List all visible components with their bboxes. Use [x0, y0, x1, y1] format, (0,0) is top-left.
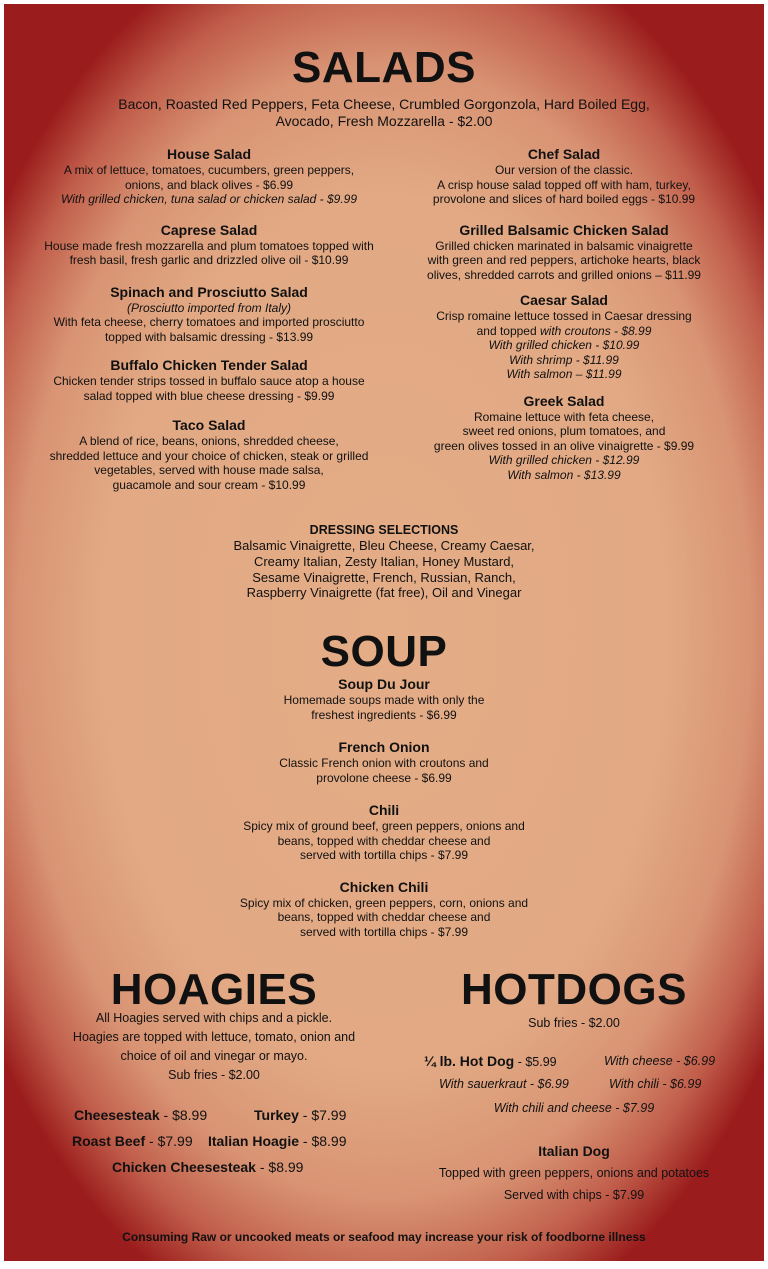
soup-title: SOUP: [320, 627, 448, 676]
menu-item: Chicken Chili Spicy mix of chicken, green peppers, corn, onions and beans, topped with cheddar cheese and served with tortilla chips - $7.99: [239, 878, 529, 939]
hotdog-option: With cheese - $6.99: [604, 1054, 716, 1068]
menu-item: Spinach and Prosciutto Salad (Prosciutto imported from Italy) With feta cheese, cherry tomatoes and imported prosciutto topped with balsamic dressing - $13.99: [53, 283, 365, 344]
hotdogs-subfries: Sub fries - $2.00: [528, 1016, 620, 1030]
salads-addons: Bacon, Roasted Red Peppers, Feta Cheese, Crumbled Gorgonzola, Hard Boiled Egg, Avocado, Fresh Mozzarella - $2.00: [118, 96, 650, 129]
menu-item: Buffalo Chicken Tender Salad Chicken tender strips tossed in buffalo sauce atop a house salad topped with blue cheese dressing - $9.99: [53, 357, 365, 403]
salads-left-column: [24, 146, 394, 492]
hoagies-title: HOAGIES: [110, 965, 318, 1014]
footer-warning: Consuming Raw or uncooked meats or seafood may increase your risk of foodborne illness: [122, 1230, 646, 1244]
menu-item: Cheesesteak - $8.99: [74, 1107, 208, 1123]
hotdog-option: With chili - $6.99: [609, 1077, 702, 1091]
menu-item: Taco Salad A blend of rice, beans, onions, shredded cheese, shredded lettuce and your choice of chicken, steak or grilled vegetables, served with house made salsa, guacamole and sour cream - $10.99: [49, 417, 369, 492]
menu-item: Italian Dog Topped with green peppers, onions and potatoes Served with chips - $7.99: [438, 1143, 710, 1202]
hotdog-option: With sauerkraut - $6.99: [439, 1077, 569, 1091]
menu-item: French Onion Classic French onion with croutons and provolone cheese - $6.99: [279, 739, 489, 785]
menu-item: Caesar Salad Crisp romaine lettuce tossed in Caesar dressing and topped with croutons - $8.99 With grilled chicken - $10.99 With shrimp - $11.99 With salmon – $11.99: [436, 292, 692, 381]
menu-item: Greek Salad Romaine lettuce with feta cheese, sweet red onions, plum tomatoes, and green olives tossed in an olive vinaigrette - $9.99 With grilled chicken - $12.99 With salmon - $13.99: [433, 392, 695, 482]
menu-item: Grilled Balsamic Chicken Salad Grilled chicken marinated in balsamic vinaigrette with green and red peppers, artichoke hearts, black olives, shredded carrots and grilled onions – $11.99: [427, 221, 701, 282]
menu-item: Soup Du Jour Homemade soups made with only the freshest ingredients - $6.99: [283, 676, 485, 722]
menu-item: Turkey - $7.99: [254, 1107, 347, 1123]
hotdog-option: With chili and cheese - $7.99: [493, 1101, 655, 1115]
menu-item: House Salad A mix of lettuce, tomatoes, cucumbers, green peppers, onions, and black olives - $6.99 With grilled chicken, tuna salad or chicken salad - $9.99: [60, 146, 358, 206]
menu-item: Chicken Cheesesteak - $8.99: [112, 1159, 304, 1175]
menu-item: Italian Hoagie - $8.99: [208, 1133, 347, 1149]
menu-item: ¼ lb. Hot Dog - $5.99: [424, 1053, 557, 1069]
salads-right-column: [394, 146, 734, 482]
dressing-selections: DRESSING SELECTIONS Balsamic Vinaigrette, Bleu Cheese, Creamy Caesar, Creamy Italian, Zesty Italian, Honey Mustard, Sesame Vinaigrette, French, Russian, Ranch, Raspberry Vinaigrette (fat free), Oil and Vinegar: [233, 523, 535, 601]
menu-item: Chili Spicy mix of ground beef, green peppers, onions and beans, topped with cheddar cheese and served with tortilla chips - $7.99: [243, 802, 525, 862]
soup-list: [184, 676, 584, 939]
salads-title: SALADS: [292, 43, 476, 92]
hotdogs-title: HOTDOGS: [461, 965, 687, 1014]
hoagies-info: All Hoagies served with chips and a pickle. Hoagies are topped with lettuce, tomato, onion and choice of oil and vinegar or mayo. Sub fries - $2.00: [72, 1011, 356, 1082]
menu-page: [4, 4, 764, 1261]
menu-item: Chef Salad Our version of the classic. A crisp house salad topped off with ham, turkey, provolone and slices of hard boiled eggs - $10.99: [432, 146, 696, 206]
menu-item: Caprese Salad House made fresh mozzarella and plum tomatoes topped with fresh basil, fresh garlic and drizzled olive oil - $10.99: [44, 221, 374, 267]
menu-item: Roast Beef - $7.99: [72, 1133, 193, 1149]
